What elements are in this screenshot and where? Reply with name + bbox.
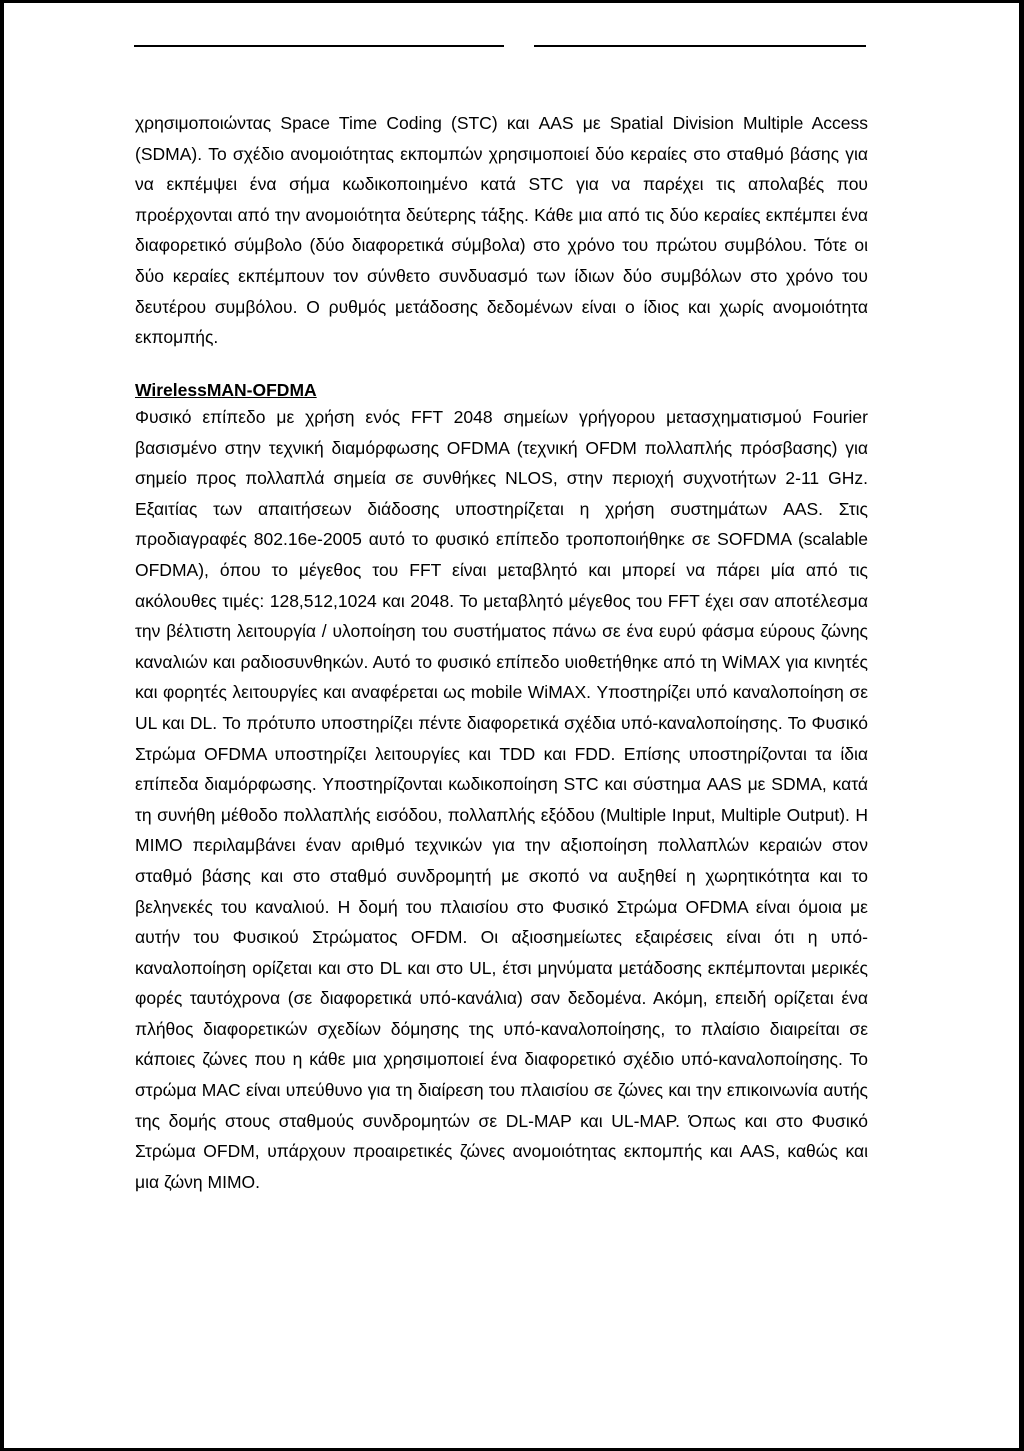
header-rule-right <box>534 45 866 47</box>
header-rule-left <box>134 45 504 47</box>
body-paragraph-1: χρησιμοποιώντας Space Time Coding (STC) και AAS με Spatial Division Multiple Access (SDMA). Το σχέδιο ανομοιότητας εκπομπών χρησιμοποιεί δύο κεραίες στο σταθμό βάσης για να εκπέμψει ένα σήμα κωδικοποιημένο κατά STC για να παρέχει τις απολαβές που προέρχονται από την ανομοιότητα δεύτερης τάξης. Κάθε μια από τις δύο κεραίες εκπέμπει ένα διαφορετικό σύμβολο (δύο διαφορετικά σύμβολα) στο χρόνο του πρώτου συμβόλου. Τότε οι δύο κεραίες εκπέμπουν τον σύνθετο συνδυασμό των ίδιων δύο συμβόλων στο χρόνο του δευτέρου συμβόλου. Ο ρυθμός μετάδοσης δεδομένων είναι ο ίδιος και χωρίς ανομοιότητα εκπομπής. <box>135 113 868 348</box>
section-heading: WirelessMAN-OFDMA <box>135 380 317 400</box>
body-paragraph-2: Φυσικό επίπεδο με χρήση ενός FFT 2048 σημείων γρήγορου μετασχηματισμού Fourier βασισμένο στην τεχνική διαμόρφωσης OFDMA (τεχνική OFDM πολλαπλής πρόσβασης) για σημείο προς πολλαπλά σημεία σε συνθήκες NLOS, στην περιοχή συχνοτήτων 2-11 GHz. Εξαιτίας των απαιτήσεων διάδοσης υποστηρίζεται η χρήση συστημάτων AAS. Στις προδιαγραφές 802.16e-2005 αυτό το φυσικό επίπεδο τροποποιήθηκε σε SOFDMA (scalable OFDMA), όπου το μέγεθος του FFT είναι μεταβλητό και μπορεί να πάρει μία από τις ακόλουθες τιμές: 128,512,1024 και 2048. Το μεταβλητό μέγεθος του FFT έχει σαν αποτέλεσμα την βέλτιστη λειτουργία / υλοποίηση του συστήματος πάνω σε ένα ευρύ φάσμα εύρους ζώνης καναλιών και ραδιοσυνθηκών. Αυτό το φυσικό επίπεδο υιοθετήθηκε από τη WiMAX για κινητές και φορητές λειτουργίες και αναφέρεται ως mobile WiMAX. Υποστηρίζει υπό καναλοποίηση σε UL και DL. Το πρότυπο υποστηρίζει πέντε διαφορετικά σχέδια υπό-καναλοποίησης. Το Φυσικό Στρώμα OFDMA υποστηρίζει λειτουργίες και TDD και FDD. Επίσης υποστηρίζονται τα ίδια επίπεδα διαμόρφωσης. Υποστηρίζονται κωδικοποίηση STC και σύστημα AAS με SDMA, κατά τη συνήθη μέθοδο πολλαπλής εισόδου, πολλαπλής εξόδου (Multiple Input, Multiple Output). Η MIMO περιλαμβάνει έναν αριθμό τεχνικών για την αξιοποίηση πολλαπλών κεραιών στον σταθμό βάσης και στο σταθμό συνδρομητή με σκοπό να αυξηθεί η χωρητικότητα και το βεληνεκές του καναλιού. Η δομή του πλαισίου στο Φυσικό Στρώμα OFDMA είναι όμοια με αυτήν του Φυσικού Στρώματος OFDM. Οι αξιοσημείωτες εξαιρέσεις είναι ότι η υπό-καναλοποίηση ορίζεται και στο DL και στο UL, έτσι μηνύματα μετάδοσης εκπέμπονται μερικές φορές ταυτόχρονα (σε διαφορετικά υπό-κανάλια) σαν δεδομένα. Ακόμη, επειδή ορίζεται ένα πλήθος διαφορετικών σχεδίων δόμησης της υπό-καναλοποίησης, το πλαίσιο διαιρείται σε κάποιες ζώνες που η κάθε μια χρησιμοποιεί ένα διαφορετικό σχέδιο υπό-καναλοποίησης. Το στρώμα MAC είναι υπεύθυνο για τη διαίρεση του πλαισίου σε ζώνες και την επικοινωνία αυτής της δομής στους σταθμούς συνδρομητών σε DL-MAP και UL-MAP. Όπως και στο Φυσικό Στρώμα OFDM, υπάρχουν προαιρετικές ζώνες ανομοιότητας εκπομπής και AAS, καθώς και μια ζώνη MIMO. <box>135 407 868 1192</box>
